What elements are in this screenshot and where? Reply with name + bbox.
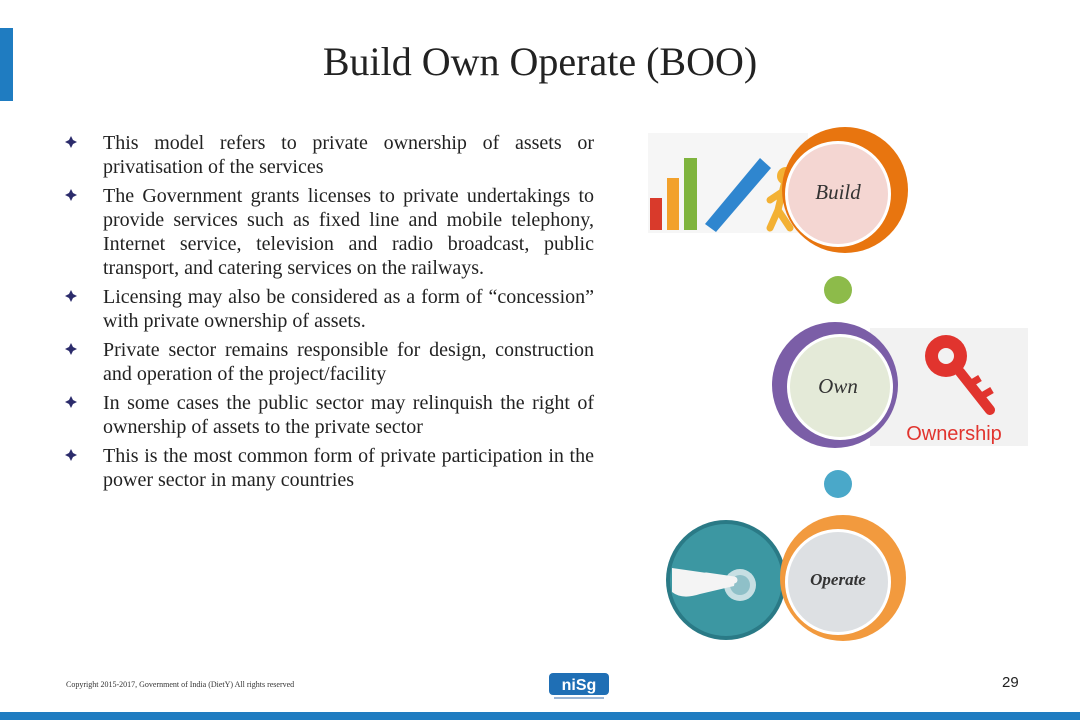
operate-label: Operate — [810, 570, 866, 589]
connector-dot-blue — [824, 470, 852, 498]
bullet-text: Private sector remains responsible for design, construction and operation of the project/facility — [103, 339, 594, 385]
bullet-text: This is the most common form of private participation in the power sector in many countries — [103, 445, 594, 491]
bullet-text: Licensing may also be considered as a form of “concession” with private ownership of assets. — [103, 286, 594, 332]
slide-title: Build Own Operate (BOO) — [322, 39, 758, 84]
bullet-text: This model refers to private ownership of assets or privatisation of the services — [103, 132, 594, 178]
svg-text:niSg: niSg — [561, 677, 597, 694]
hand-press-button-image — [666, 520, 786, 640]
bullet-text: The Government grants licenses to private undertakings to provide services such as fixed line and mobile telephony, Internet service, television and radio broadcast, public transport, and catering services on the railways. — [103, 185, 594, 279]
bullet-text: In some cases the public sector may relinquish the right of ownership of assets to the private sector — [103, 392, 594, 438]
bottom-accent-bar — [0, 712, 1080, 720]
copyright-text: Copyright 2015-2017, Government of India (DietY) All rights reserved — [66, 680, 295, 689]
page-number: 29 — [1002, 674, 1019, 691]
connector-dot-green — [824, 276, 852, 304]
build-label: Build — [815, 180, 861, 204]
nisg-logo — [548, 671, 610, 701]
ownership-caption: Ownership — [906, 423, 1002, 445]
own-label: Own — [818, 374, 858, 398]
